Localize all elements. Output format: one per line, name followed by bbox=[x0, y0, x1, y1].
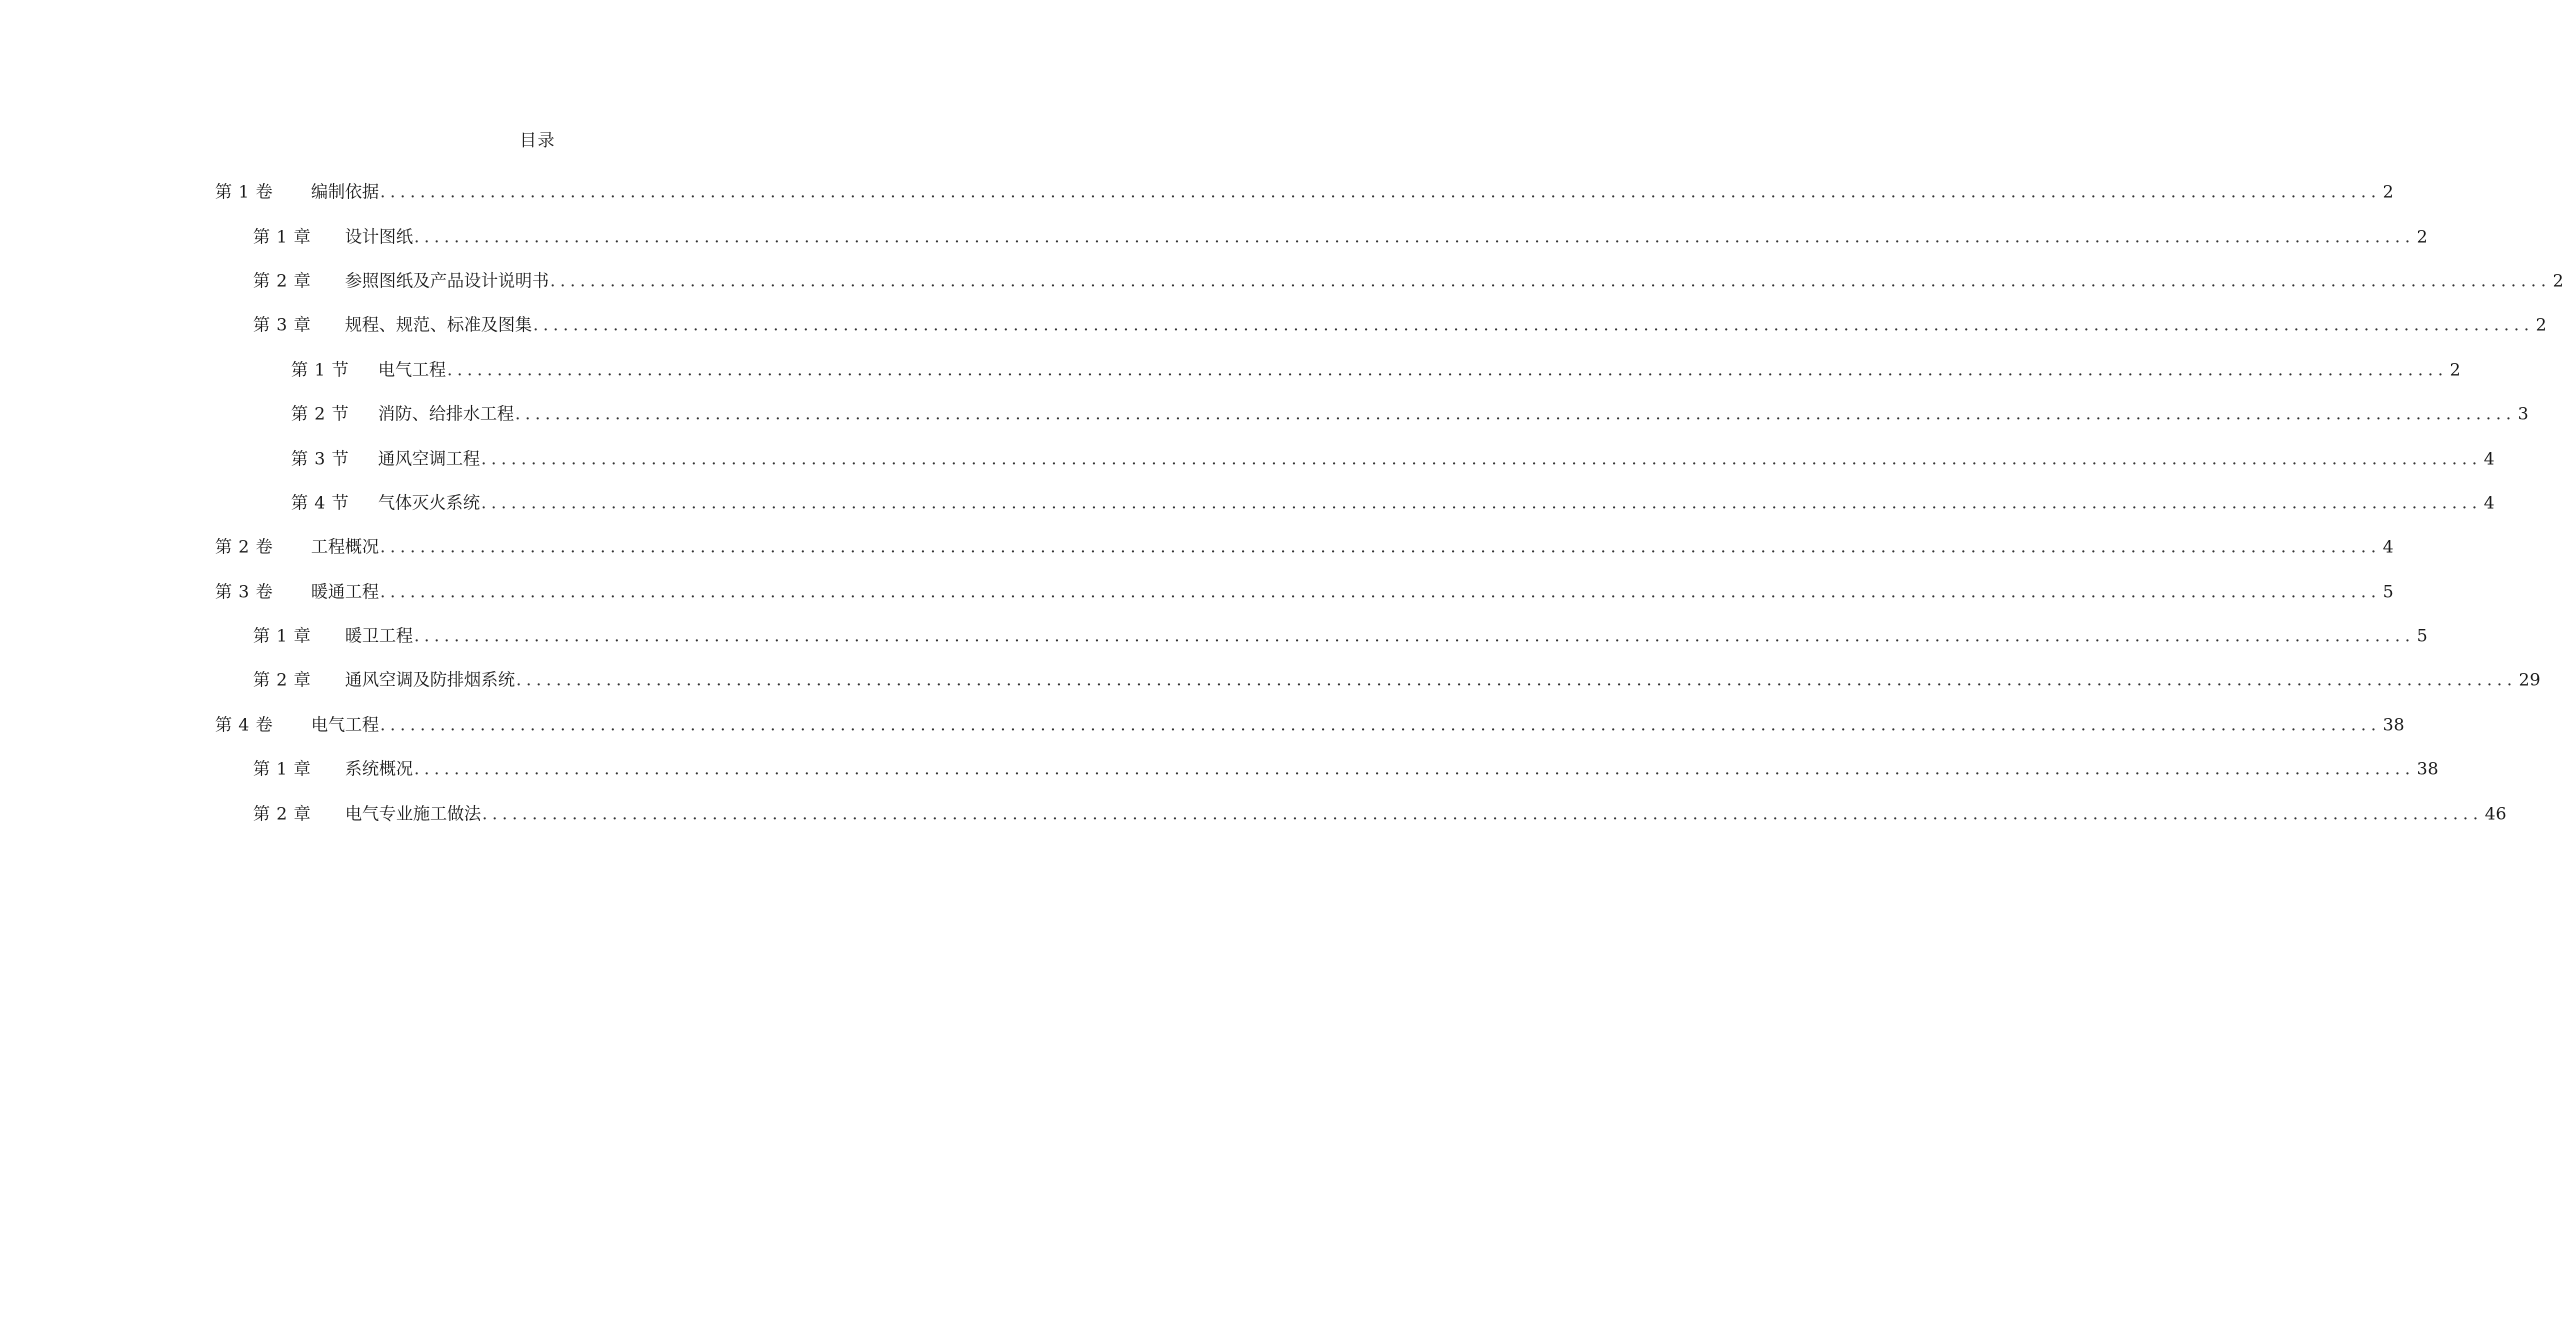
toc-entry-label: 参照图纸及产品设计说明书 bbox=[345, 271, 549, 292]
toc-entry-label: 气体灭火系统 bbox=[378, 493, 480, 514]
toc-entry-body bbox=[311, 577, 2394, 603]
toc-entry-page-number: 2 bbox=[2535, 315, 2547, 336]
toc-entry[interactable] bbox=[0, 212, 2428, 256]
toc-entry[interactable] bbox=[0, 479, 2495, 523]
toc-entry-number: 第 2 节 bbox=[291, 404, 350, 425]
toc-entry-body bbox=[345, 311, 2547, 336]
toc-entry[interactable] bbox=[0, 656, 2541, 700]
toc-dot-leader: ........................................................................................................................................................................................................ bbox=[447, 360, 2448, 381]
toc-dot-leader: ........................................................................................................................................................................................................ bbox=[414, 227, 2415, 248]
toc-dot-leader: ........................................................................................................................................................................................................ bbox=[380, 582, 2381, 603]
toc-entry-label: 电气专业施工做法 bbox=[345, 804, 481, 825]
toc-entry-number: 第 3 卷 bbox=[215, 582, 274, 603]
toc-entry-number: 第 3 节 bbox=[291, 449, 350, 470]
toc-entry-body bbox=[345, 266, 2564, 292]
toc-entry-body bbox=[345, 666, 2541, 691]
toc-dot-leader: ........................................................................................................................................................................................................ bbox=[533, 315, 2534, 336]
toc-entry-number: 第 2 章 bbox=[253, 670, 312, 691]
toc-entry-page-number: 38 bbox=[2416, 759, 2439, 780]
toc-entry[interactable] bbox=[0, 257, 2564, 301]
toc-entry-body bbox=[345, 622, 2428, 647]
toc-dot-leader: ........................................................................................................................................................................................................ bbox=[414, 759, 2415, 780]
toc-entry-page-number: 3 bbox=[2517, 404, 2529, 425]
toc-dot-leader: ........................................................................................................................................................................................................ bbox=[515, 404, 2516, 425]
toc-entry-page-number: 29 bbox=[2518, 670, 2541, 691]
toc-dot-leader: ........................................................................................................................................................................................................ bbox=[481, 449, 2482, 470]
toc-dot-leader: ........................................................................................................................................................................................................ bbox=[482, 804, 2483, 825]
toc-entry-page-number: 5 bbox=[2382, 582, 2394, 603]
toc-entry-label: 系统概况 bbox=[345, 759, 413, 780]
toc-entry-label: 电气工程 bbox=[311, 715, 379, 736]
toc-entry-body bbox=[378, 400, 2529, 425]
toc-entry-number: 第 1 章 bbox=[253, 626, 312, 647]
toc-entry-number: 第 1 章 bbox=[253, 227, 312, 248]
toc-dot-leader: ........................................................................................................................................................................................................ bbox=[380, 537, 2381, 558]
toc-entry-label: 工程概况 bbox=[311, 537, 379, 558]
toc-entry-label: 编制依据 bbox=[311, 182, 379, 203]
toc-entry-label: 规程、规范、标准及图集 bbox=[345, 315, 532, 336]
toc-entry-number: 第 3 章 bbox=[253, 315, 312, 336]
toc-entry-number: 第 2 卷 bbox=[215, 537, 274, 558]
toc-dot-leader: ........................................................................................................................................................................................................ bbox=[481, 493, 2482, 514]
toc-dot-leader: ........................................................................................................................................................................................................ bbox=[516, 670, 2517, 691]
toc-entry-page-number: 2 bbox=[2449, 360, 2461, 381]
toc-entry[interactable] bbox=[0, 434, 2495, 478]
toc-entry[interactable] bbox=[0, 346, 2461, 390]
toc-entry-page-number: 4 bbox=[2483, 493, 2495, 514]
toc-entry[interactable] bbox=[0, 301, 2547, 345]
toc-entry-label: 电气工程 bbox=[378, 360, 446, 381]
toc-entry-body bbox=[378, 355, 2461, 381]
toc-entry[interactable] bbox=[0, 612, 2428, 656]
toc-entry-page-number: 2 bbox=[2552, 271, 2564, 292]
toc-entry-body bbox=[345, 755, 2439, 780]
toc-entry-page-number: 46 bbox=[2484, 804, 2507, 825]
toc-entry-body bbox=[311, 178, 2394, 203]
toc-entry-label: 消防、给排水工程 bbox=[378, 404, 514, 425]
toc-entry-body bbox=[378, 488, 2495, 514]
toc-entry[interactable] bbox=[0, 390, 2529, 434]
toc-entry-page-number: 2 bbox=[2382, 182, 2394, 203]
toc-entry[interactable] bbox=[0, 789, 2507, 833]
toc-title: 目录 bbox=[519, 131, 556, 151]
toc-dot-leader: ........................................................................................................................................................................................................ bbox=[414, 626, 2415, 647]
toc-entry[interactable] bbox=[0, 568, 2394, 612]
toc-entry-label: 通风空调及防排烟系统 bbox=[345, 670, 515, 691]
toc-entry-number: 第 4 卷 bbox=[215, 715, 274, 736]
toc-entry-label: 暖卫工程 bbox=[345, 626, 413, 647]
toc-entry-page-number: 2 bbox=[2416, 227, 2428, 248]
toc-entry-number: 第 4 节 bbox=[291, 493, 350, 514]
toc-entry-label: 通风空调工程 bbox=[378, 449, 480, 470]
toc-dot-leader: ........................................................................................................................................................................................................ bbox=[380, 182, 2381, 203]
toc-entry-number: 第 1 卷 bbox=[215, 182, 274, 203]
toc-dot-leader: ........................................................................................................................................................................................................ bbox=[380, 715, 2381, 736]
toc-entry-body bbox=[345, 222, 2428, 248]
toc-entry[interactable] bbox=[0, 745, 2439, 789]
toc-entry-number: 第 1 章 bbox=[253, 759, 312, 780]
toc-entry-number: 第 2 章 bbox=[253, 271, 312, 292]
toc-list bbox=[0, 168, 2564, 834]
toc-entry-page-number: 5 bbox=[2416, 626, 2428, 647]
toc-entry-label: 暖通工程 bbox=[311, 582, 379, 603]
toc-entry[interactable] bbox=[0, 701, 2405, 745]
toc-entry-number: 第 2 章 bbox=[253, 804, 312, 825]
toc-entry-number: 第 1 节 bbox=[291, 360, 350, 381]
toc-entry-body bbox=[378, 444, 2495, 470]
toc-entry-page-number: 4 bbox=[2382, 537, 2394, 558]
toc-entry[interactable] bbox=[0, 523, 2394, 567]
toc-entry-label: 设计图纸 bbox=[345, 227, 413, 248]
toc-entry-body bbox=[345, 799, 2507, 825]
toc-entry-body bbox=[311, 533, 2394, 558]
toc-entry-page-number: 4 bbox=[2483, 449, 2495, 470]
toc-dot-leader: ........................................................................................................................................................................................................ bbox=[550, 271, 2551, 292]
toc-entry-page-number: 38 bbox=[2382, 715, 2405, 736]
toc-entry-body bbox=[311, 710, 2405, 736]
toc-entry[interactable] bbox=[0, 168, 2394, 212]
